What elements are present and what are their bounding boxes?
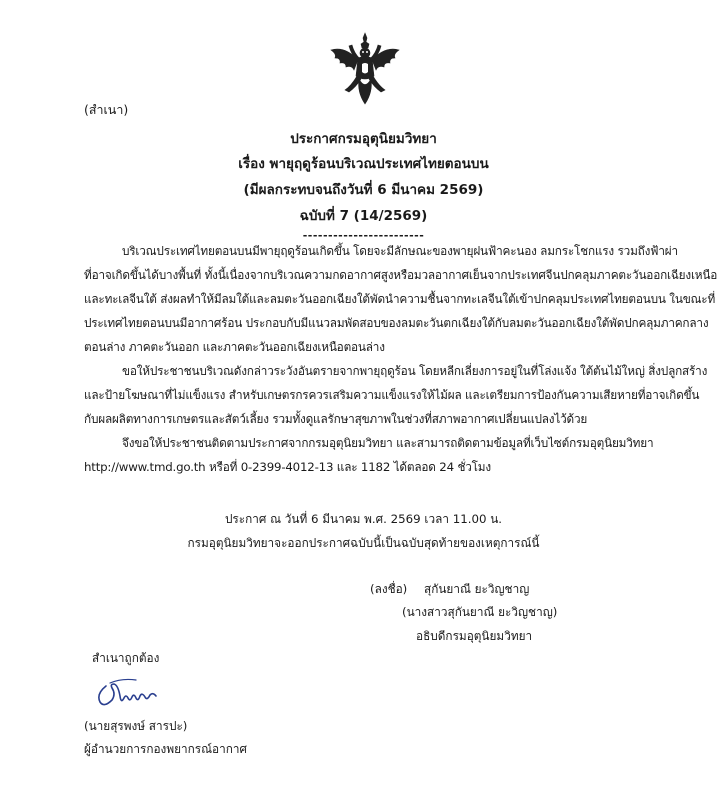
- body-line: ประเทศไทยตอนบนมีอากาศร้อน ประกอบกับมีแนวลมพัดสอบของลมตะวันตกเฉียงใต้กับลมตะวันออกเฉียงใต้พัดปกคลุมภาคกลาง: [84, 316, 709, 330]
- effective-period: (มีผลกระทบจนถึงวันที่ 6 มีนาคม 2569): [243, 182, 484, 198]
- body-line: ตอนล่าง ภาคตะวันออก และภาคตะวันออกเฉียงเหนือตอนล่าง: [84, 340, 385, 354]
- title-divider: ------------------------: [302, 229, 425, 242]
- certified-copy-label: สำเนาถูกต้อง: [92, 651, 160, 665]
- certifier-position: ผู้อำนวยการกองพยากรณ์อากาศ: [84, 742, 248, 756]
- body-line: ขอให้ประชาชนบริเวณดังกล่าวระวังอันตรายจากพายุฤดูร้อน โดยหลีกเลี่ยงการอยู่ในที่โล่งแจ้ง ใต้ต้นไม้ใหญ่ สิ่งปลูกสร้าง: [122, 364, 708, 378]
- body-line: จึงขอให้ประชาชนติดตามประกาศจากกรมอุตุนิยมวิทยา และสามารถติดตามข้อมูลที่เว็บไซต์กรมอุตุนิยมวิทยา: [122, 436, 654, 450]
- body-line: บริเวณประเทศไทยตอนบนมีพายุฤดูร้อนเกิดขึ้น โดยจะมีลักษณะของพายุฝนฟ้าคะนอง ลมกระโชกแรง รวมถึงฟ้าผ่า: [122, 244, 678, 258]
- announcement-title: ประกาศกรมอุตุนิยมวิทยา: [290, 131, 437, 147]
- body-line: และทะเลจีนใต้ ส่งผลทำให้มีลมใต้และลมตะวันออกเฉียงใต้พัดนำความชื้นจากทะเลจีนใต้เข้าปกคลุมประเทศไทยตอนบน ในขณะที่: [84, 292, 716, 306]
- signed-label: (ลงชื่อ): [370, 582, 408, 596]
- announcement-subject: เรื่อง พายุฤดูร้อนบริเวณประเทศไทยตอนบน: [238, 156, 489, 172]
- copy-mark: (สำเนา): [84, 102, 129, 117]
- signatory-full-name: (นางสาวสุกันยาณี ยะวิญชาญ): [402, 605, 558, 619]
- garuda-emblem-icon: [327, 32, 403, 106]
- certifier-name: (นายสุรพงษ์ สารปะ): [84, 719, 188, 733]
- final-notice: กรมอุตุนิยมวิทยาจะออกประกาศฉบับนี้เป็นฉบับสุดท้ายของเหตุการณ์นี้: [187, 536, 540, 550]
- body-line: ที่อาจเกิดขึ้นได้บางพื้นที่ ทั้งนี้เนื่องจากบริเวณความกดอากาศสูงหรือมวลอากาศเย็นจากประเทศจีนปกคลุมภาคตะวันออกเฉียงเหนือ: [84, 268, 718, 282]
- signed-name: สุกันยาณี ยะวิญชาญ: [424, 582, 530, 596]
- body-line: กับผลผลิตทางการเกษตรและสัตว์เลี้ยง รวมทั้งดูแลรักษาสุขภาพในช่วงที่สภาพอากาศเปลี่ยนแปลงไว้ด้วย: [84, 412, 588, 426]
- signatory-position: อธิบดีกรมอุตุนิยมวิทยา: [416, 629, 533, 643]
- body-line: และป้ายโฆษณาที่ไม่แข็งแรง สำหรับเกษตรกรควรเสริมความแข็งแรงให้ไม้ผล และเตรียมการป้องกันความเสียหายที่อาจเกิดขึ้น: [84, 388, 700, 402]
- body-line: http://www.tmd.go.th หรือที่ 0-2399-4012-13 และ 1182 ได้ตลอด 24 ชั่วโมง: [84, 460, 491, 474]
- issue-number: ฉบับที่ 7 (14/2569): [299, 208, 428, 224]
- handwritten-signature-icon: [90, 676, 168, 712]
- announcement-date: ประกาศ ณ วันที่ 6 มีนาคม พ.ศ. 2569 เวลา 11.00 น.: [224, 512, 503, 526]
